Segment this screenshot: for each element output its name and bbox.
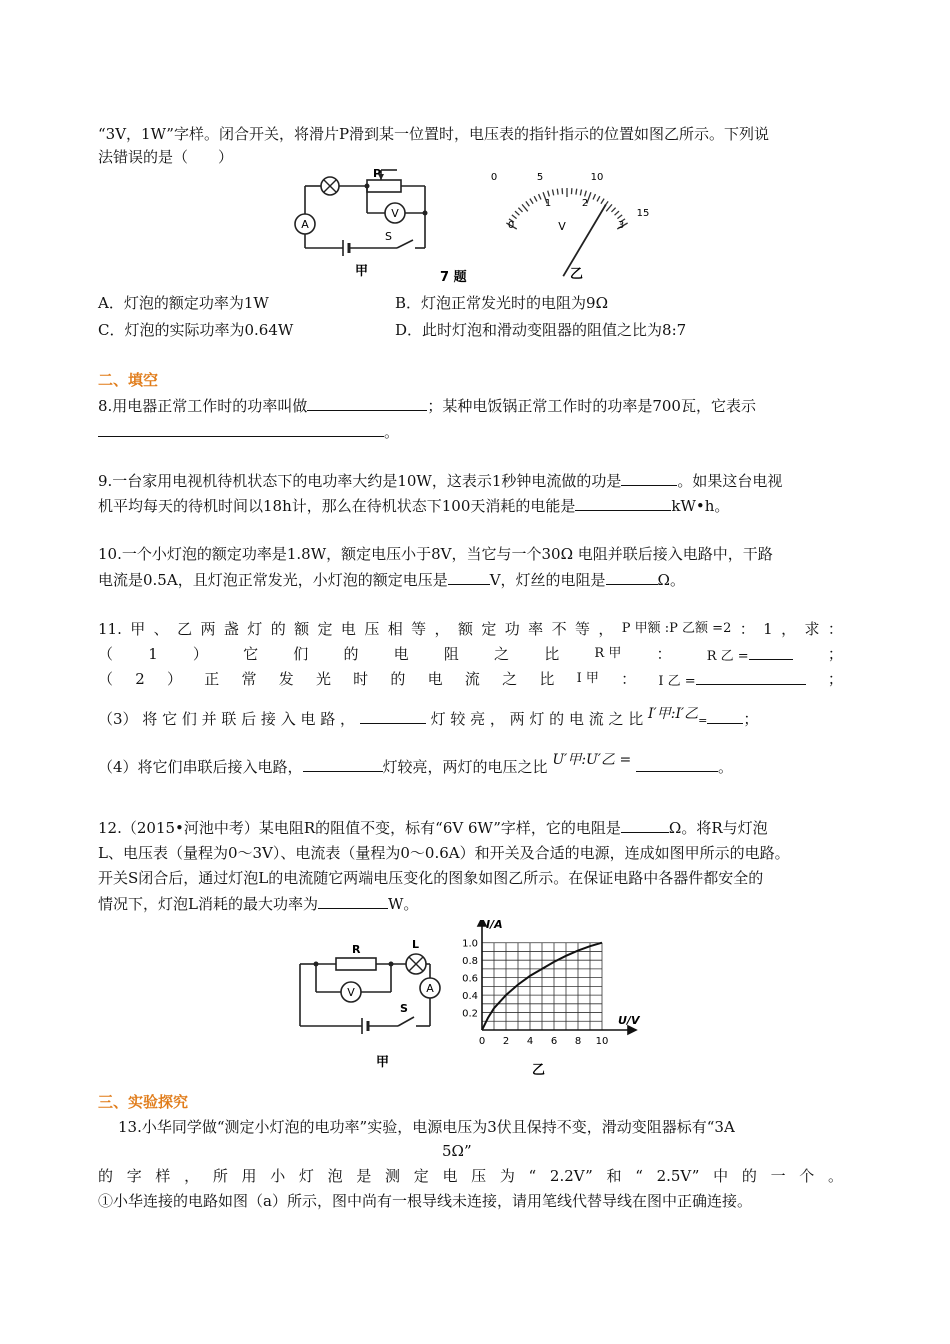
q11-line5 (98, 752, 733, 778)
q11-l1-w7: 的 (270, 620, 286, 638)
q13-line4: ①小华连接的电路如图（a）所示，图中尚有一根导线未连接，请用笔线代替导线在图中正确连接。 (98, 1192, 752, 1210)
q11-l3-w9: 电 (427, 670, 443, 688)
q13-l3-w4: 所 (212, 1167, 228, 1185)
q7-switch-label: S (385, 230, 392, 243)
q12-y-axis-arrow-icon (478, 920, 486, 926)
q8-line2 (98, 421, 399, 442)
q11-blank-brighter-series[interactable] (303, 756, 383, 772)
q13-line2: 5Ω” (442, 1142, 472, 1160)
q7-meter-outer-tick-0: 0 (490, 172, 498, 183)
q11-l3-w2: ） (167, 670, 183, 688)
q12-blank-max-power[interactable] (318, 893, 388, 909)
q7-dial-tick (593, 194, 595, 199)
q11-l2-w7: 阻 (443, 645, 459, 663)
q11-l4-text-b: 灯 较 亮 ， 两 灯 的 电 流 之 比 (430, 710, 644, 728)
q13-l3-w19: 2.5V” (656, 1167, 700, 1185)
q11-l2-w1: 1 (148, 645, 158, 663)
q13-l3-w11: 定 (413, 1167, 429, 1185)
q11-l3-w6: 光 (315, 670, 331, 688)
q12-voltmeter-label: V (347, 986, 355, 999)
q11-l1-w15: 额 (457, 620, 473, 638)
q7-meter-inner-tick-3: 3 (617, 220, 625, 231)
q13-l3-w21: 的 (741, 1167, 757, 1185)
q11-blank-voltage-ratio[interactable] (636, 756, 718, 772)
q13-l3-w15: “ (528, 1167, 537, 1185)
q11-l1-w12: 相 (387, 620, 403, 638)
q7-meter-inner-tick-1: 1 (544, 198, 552, 209)
q7-dial-tick (534, 196, 537, 201)
q11-l1-w27: ： (827, 620, 843, 638)
q12-unit: W。 (387, 895, 419, 913)
q12-line4 (98, 893, 418, 914)
q7-dial-tick (515, 211, 519, 215)
q7-dial-tick (552, 190, 553, 196)
q7-dial-tick (576, 189, 577, 195)
q7-dial-tick (601, 199, 604, 204)
q10-blank-2[interactable] (606, 569, 658, 585)
q11-l4-text-a: （3） 将 它 们 并 联 后 接 入 电 路 ， (98, 710, 355, 728)
q11-l2-w9: 比 (544, 645, 560, 663)
q13-l3-w5: 用 (241, 1167, 257, 1185)
q11-l2-w11: ： (656, 645, 672, 663)
q7-dial-tick (615, 211, 619, 215)
q12-x-axis-label: U/V (618, 1014, 640, 1027)
q12-x-tick-label: 8 (574, 1036, 582, 1047)
q11-l1-w10: 电 (340, 620, 356, 638)
q11-line3 (98, 669, 843, 692)
q11-blank-current-ratio[interactable] (696, 669, 806, 685)
q11-l1-w5: 盏 (223, 620, 239, 638)
q12-x-tick-label: 6 (550, 1036, 558, 1047)
q7-text-line1: “3V，1W”字样。闭合开关，将滑片P滑到某一位置时，电压表的指针指示的位置如图乙所示。下列说 (98, 125, 770, 143)
q11-l3-w5: 发 (278, 670, 294, 688)
q13-l3-w12: 电 (442, 1167, 458, 1185)
q11-l2-w5: 的 (343, 645, 359, 663)
q9-line2 (98, 495, 729, 516)
q7-voltmeter-dial (491, 172, 650, 282)
q11-l3-w7: 时 (353, 670, 369, 688)
q11-l3-w16: ； (827, 670, 843, 688)
q10-text-part3: V，灯丝的电阻是 (489, 571, 606, 589)
q11-blank-current-ratio-parallel[interactable] (707, 708, 743, 724)
q12-y-tick-label: 0.2 (462, 1008, 478, 1020)
q11-l2-w2: ） (192, 645, 208, 663)
q11-l5-text-a: （4）将它们串联后接入电路， (98, 758, 303, 776)
q13-l3-w13: 压 (471, 1167, 487, 1185)
q7-option-d: D．此时灯泡和滑动变阻器的阻值之比为8:7 (395, 321, 687, 339)
q11-l1-w17: 功 (504, 620, 520, 638)
q13-l3-w24: 。 (827, 1167, 843, 1185)
q7-dial-tick (585, 191, 587, 197)
q12-resistor-label: R (352, 943, 361, 956)
q10-text-part2: 电流是0.5A，且灯泡正常发光，小灯泡的额定电压是 (98, 571, 448, 589)
q13-l3-w16: 2.2V” (549, 1167, 593, 1185)
q7-voltmeter-label: V (391, 207, 399, 220)
q8-text-part1: 8.用电器正常工作时的功率叫做 (98, 397, 308, 415)
q11-l5-end: 。 (717, 758, 733, 776)
q13-l3-w22: 一 (770, 1167, 786, 1185)
q12-line3: 开关S闭合后，通过灯泡L的电流随它两端电压变化的图象如图乙所示。在保证电路中各器件都安全的 (98, 869, 764, 887)
q11-l2-w6: 电 (393, 645, 409, 663)
q11-l3-w8: 的 (390, 670, 406, 688)
q13-l3-w23: 个 (799, 1167, 815, 1185)
q12-y-tick-label: 1.0 (462, 938, 478, 950)
q9-text-part2: 。如果这台电视 (677, 472, 783, 490)
q11-l1-w16: 定 (481, 620, 497, 638)
q11-l2-r-yi: R 乙 = (706, 649, 749, 664)
q9-blank-1[interactable] (621, 470, 677, 486)
q11-l1-w23: ： (739, 620, 755, 638)
q10-line2 (98, 569, 685, 590)
q13-l3-w14: 为 (499, 1167, 515, 1185)
q7-text-line2: 法错误的是（ ） (98, 148, 234, 166)
q11-l1-w26: 求 (804, 620, 820, 638)
q11-l2-w8: 之 (494, 645, 510, 663)
q11-l1-w3: 乙 (177, 620, 193, 638)
q7-left-figure-label: 甲 (355, 264, 369, 279)
q11-l3-w14: ： (621, 670, 637, 688)
q12-x-tick-label: 0 (478, 1036, 486, 1047)
q11-l3-w11: 之 (502, 670, 518, 688)
q7-meter-outer-tick-5: 5 (536, 172, 544, 183)
q7-meter-outer-tick-10: 10 (590, 172, 604, 183)
q12-text-part2: Ω。将R与灯泡 (668, 819, 768, 837)
q8-line1 (98, 395, 756, 416)
q7-figure-caption: 7 题 (440, 270, 467, 285)
q11-l5-text-b: 灯较亮，两灯的电压之比 (382, 758, 548, 776)
q12-left-figure-label: 甲 (376, 1055, 390, 1070)
q13-line3 (98, 1166, 843, 1186)
q10-line1: 10.一个小灯泡的额定功率是1.8W，额定电压小于8V，当它与一个30Ω 电阻并联后接入电路中，干路 (98, 545, 773, 563)
q12-x-tick-label: 10 (595, 1036, 609, 1047)
q12-switch-label: S (400, 1002, 408, 1015)
q11-l1-w2: 、 (153, 620, 169, 638)
q13-l3-w1: 字 (126, 1167, 142, 1185)
q11-l3-w1: 2 (135, 670, 145, 688)
q7-dial-tick (530, 199, 533, 204)
q11-l1-w19: 不 (551, 620, 567, 638)
q12-line2: L、电压表（量程为0～3V）、电流表（量程为0～0.6A）和开关及合适的电源，连成如图甲所示的电路。 (98, 844, 790, 862)
q13-l3-w10: 测 (385, 1167, 401, 1185)
q9-unit: kW•h。 (671, 497, 730, 515)
q11-l3-w10: 流 (464, 670, 480, 688)
q11-l1-w24: 1 (763, 620, 773, 638)
q11-l3-w4: 常 (241, 670, 257, 688)
q13-l3-w9: 是 (356, 1167, 372, 1185)
q11-blank-resistance-ratio[interactable] (749, 644, 793, 660)
q11-l1-w21: ， (598, 620, 614, 638)
q7-option-c: C．灯泡的实际功率为0.64W (98, 321, 294, 339)
q10-blank-1[interactable] (448, 569, 490, 585)
q7-ammeter-label: A (301, 218, 309, 231)
q11-l3-w12: 比 (539, 670, 555, 688)
q11-l1-w20: 等 (574, 620, 590, 638)
q8-text-part2: ；某种电饭锅正常工作时的功率是700瓦，它表示 (427, 397, 756, 415)
q7-right-figure-label: 乙 (570, 267, 584, 282)
q7-option-a: A．灯泡的额定功率为1W (98, 294, 269, 312)
q12-y-tick-label: 0.4 (462, 991, 478, 1003)
q12-x-tick-label: 4 (526, 1036, 534, 1047)
q13-l3-w2: 样 (155, 1167, 171, 1185)
q13-l3-w8: 泡 (327, 1167, 343, 1185)
q8-text-end: 。 (384, 423, 400, 441)
q12-iu-graph (462, 920, 641, 1078)
q7-dial-tick (617, 215, 622, 219)
q9-text-part1: 9.一台家用电视机待机状态下的电功率大约是10W，这表示1秒钟电流做的功是 (98, 472, 622, 490)
q11-l4-eq: = (698, 714, 708, 727)
q10-text-part4: Ω。 (657, 571, 685, 589)
q8-blank-1[interactable] (307, 395, 427, 411)
q11-l1-w4: 两 (200, 620, 216, 638)
q11-l1-w6: 灯 (247, 620, 263, 638)
q12-line1 (98, 817, 768, 838)
q11-l1-w14: ， (434, 620, 450, 638)
q11-l2-w13: ； (827, 645, 843, 663)
q7-dial-tick (548, 191, 550, 197)
q11-l1-power-ratio: P 甲额 :P 乙额 =2 (621, 621, 732, 636)
q8-blank-2[interactable] (98, 421, 384, 437)
q11-l1-w13: 等 (411, 620, 427, 638)
q11-line2 (98, 644, 843, 667)
q11-l3-w3: 正 (204, 670, 220, 688)
q13-l3-w7: 灯 (298, 1167, 314, 1185)
q13-l3-w17: 和 (606, 1167, 622, 1185)
q12-y-axis-label: I/A (486, 920, 503, 931)
section-heading-fill-in: 二、填空 (98, 371, 159, 389)
q7-dial-tick (518, 208, 522, 212)
q7-meter-inner-tick-0: 0 (507, 220, 515, 231)
q11-l4-current-expr: I′甲:I′乙 (648, 706, 699, 722)
q11-line1 (98, 619, 843, 639)
q9-blank-2[interactable] (575, 495, 671, 511)
q7-dial-tick (580, 190, 581, 196)
q11-l1-w11: 压 (364, 620, 380, 638)
q7-dial-tick (597, 196, 600, 201)
q11-l2-w0: （ (98, 645, 114, 663)
q7-dial-tick (512, 215, 517, 219)
q12-bulb-label: L (412, 938, 420, 951)
q13-l3-w20: 中 (713, 1167, 729, 1185)
q11-l2-w3: 它 (243, 645, 259, 663)
q12-y-tick-label: 0.6 (462, 973, 478, 985)
q11-line4: （3） 将 它 们 并 联 后 接 入 电 路 ， 灯 较 亮 ， 两 灯 的 电 流 之 比 I′甲:I′乙= ； (98, 706, 759, 728)
q12-x-axis-arrow-icon (628, 1026, 636, 1034)
q9-line1 (98, 470, 782, 491)
q13-l3-w3: ， (184, 1167, 200, 1185)
q7-meter-outer-tick-15: 15 (636, 208, 650, 219)
q7-meter-needle (563, 205, 606, 277)
q7-option-b: B．灯泡正常发光时的电阻为9Ω (395, 294, 609, 312)
q12-blank-resistance[interactable] (621, 817, 669, 833)
q11-l1-w25: ， (781, 620, 797, 638)
q11-l3-i-jia: I 甲 (576, 671, 599, 686)
q11-l3-i-yi: I 乙 = (658, 674, 696, 689)
q12-y-tick-label: 0.8 (462, 956, 478, 968)
q12-text-part4: 情况下，灯泡L消耗的最大功率为 (98, 895, 318, 913)
q7-dial-tick (611, 208, 615, 212)
q11-l1-w1: 甲 (130, 620, 146, 638)
q11-l1-w18: 率 (528, 620, 544, 638)
q12-figure (296, 920, 656, 1080)
q11-blank-brighter-parallel[interactable] (360, 708, 426, 724)
q11-l1-w8: 额 (294, 620, 310, 638)
q7-dial-tick (522, 204, 528, 211)
q12-right-figure-label: 乙 (532, 1063, 546, 1078)
q13-l3-w18: “ (635, 1167, 643, 1185)
q7-dial-tick (526, 201, 530, 206)
q7-dial-tick (557, 189, 558, 195)
q7-slider-label: P (373, 168, 382, 180)
q11-l3-w0: （ (98, 670, 114, 688)
q7-figure (285, 168, 665, 286)
q11-l2-r-jia: R 甲 (594, 646, 622, 661)
q11-l2-w4: 们 (293, 645, 309, 663)
section-heading-experiment: 三、实验探究 (98, 1093, 189, 1111)
q13-line1: 13.小华同学做“测定小灯泡的电功率”实验，电源电压为3伏且保持不变，滑动变阻器标有“3A (118, 1118, 735, 1136)
q9-text-part3: 机平均每天的待机时间以18h计，那么在待机状态下100天消耗的电能是 (98, 497, 576, 515)
q12-text-part1: 12.（2015•河池中考）某电阻R的阻值不变，标有“6V 6W”字样，它的电阻是 (98, 819, 621, 837)
q7-dial-tick (539, 194, 541, 199)
q13-l3-w0: 的 (98, 1167, 114, 1185)
q13-l3-w6: 小 (270, 1167, 286, 1185)
q7-meter-unit: V (558, 220, 566, 233)
q12-x-tick-label: 2 (502, 1036, 510, 1047)
q7-dial-tick (606, 204, 612, 211)
q7-meter-inner-tick-2: 2 (581, 198, 589, 209)
q11-l1-w9: 定 (317, 620, 333, 638)
q12-ammeter-label: A (426, 982, 434, 995)
q11-l5-voltage-expr: U′甲:U′乙 = (552, 752, 632, 768)
q11-l1-w0: 11. (98, 620, 122, 638)
